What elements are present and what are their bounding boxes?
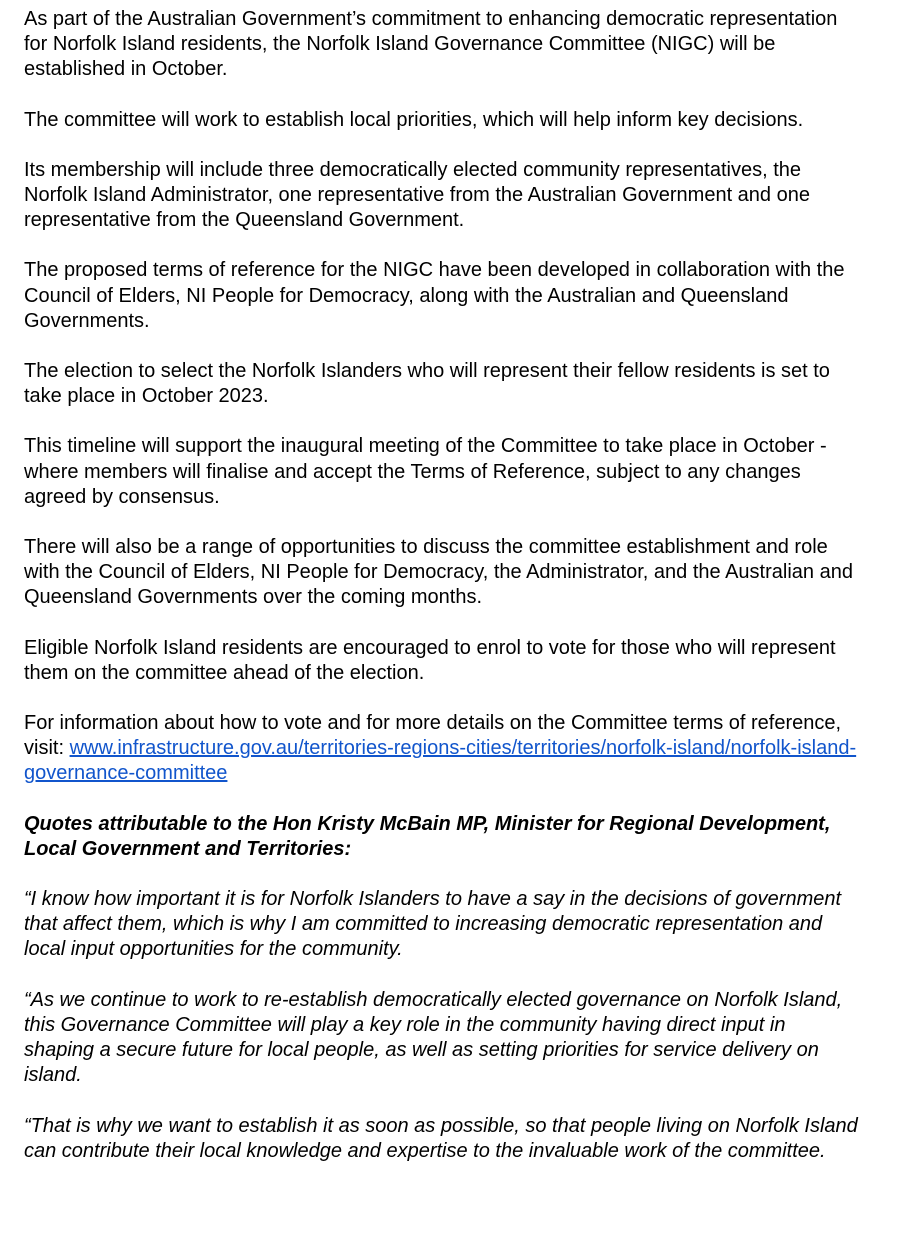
paragraph-opportunities: There will also be a range of opportunities to discuss the committee establishment and role with the Council of Elders, NI People for Democracy, the Administrator, and the Australian and Queensland Governments over the coming months. <box>24 536 853 609</box>
paragraph-nigc-intro: As part of the Australian Government’s commitment to enhancing democratic representation for Norfolk Island residents, the Norfolk Island Governance Committee (NIGC) will be established in October. <box>24 8 838 81</box>
quote-paragraph: “I know how important it is for Norfolk Islanders to have a say in the decisions of government that affect them, which is why I am committed to increasing democratic representation and local input opportunities for the community. <box>24 888 842 961</box>
paragraph-terms-of-reference: The proposed terms of reference for the NIGC have been developed in collaboration with the Council of Elders, NI People for Democracy, along with the Australian and Queensland Governments. <box>24 259 845 332</box>
quote-paragraph: “As we continue to work to re-establish democratically elected governance on Norfolk Island, this Governance Committee will play a key role in the community having direct input in shaping a secure future for local people, as well as setting priorities for service delivery on island. <box>24 988 843 1087</box>
paragraph-membership: Its membership will include three democratically elected community representatives, the Norfolk Island Administrator, one representative from the Australian Government and one representative from the Queensland Government. <box>24 158 810 232</box>
committee-info-link[interactable]: www.infrastructure.gov.au/territories-regions-cities/territories/norfolk-island/norfolk-island-governance-committee <box>24 737 857 785</box>
quotes-heading: Quotes attributable to the Hon Kristy McBain MP, Minister for Regional Development, Local Government and Territories: <box>24 812 831 860</box>
paragraph-committee-priorities: The committee will work to establish local priorities, which will help inform key decisions. <box>24 108 804 131</box>
more-info-text: For information about how to vote and for more details on the Committee terms of reference, visit: <box>24 712 842 760</box>
paragraph-election-date: The election to select the Norfolk Islanders who will represent their fellow residents is set to take place in October 2023. <box>24 360 830 408</box>
paragraph-timeline: This timeline will support the inaugural meeting of the Committee to take place in October - where members will finalise and accept the Terms of Reference, subject to any changes agreed by consensus. <box>24 435 827 508</box>
paragraph-enrol: Eligible Norfolk Island residents are encouraged to enrol to vote for those who will represent them on the committee ahead of the election. <box>24 636 836 684</box>
quote-paragraph: “That is why we want to establish it as soon as possible, so that people living on Norfolk Island can contribute their local knowledge and expertise to the invaluable work of the committee. <box>24 1114 858 1162</box>
paragraph-more-info <box>24 711 860 787</box>
